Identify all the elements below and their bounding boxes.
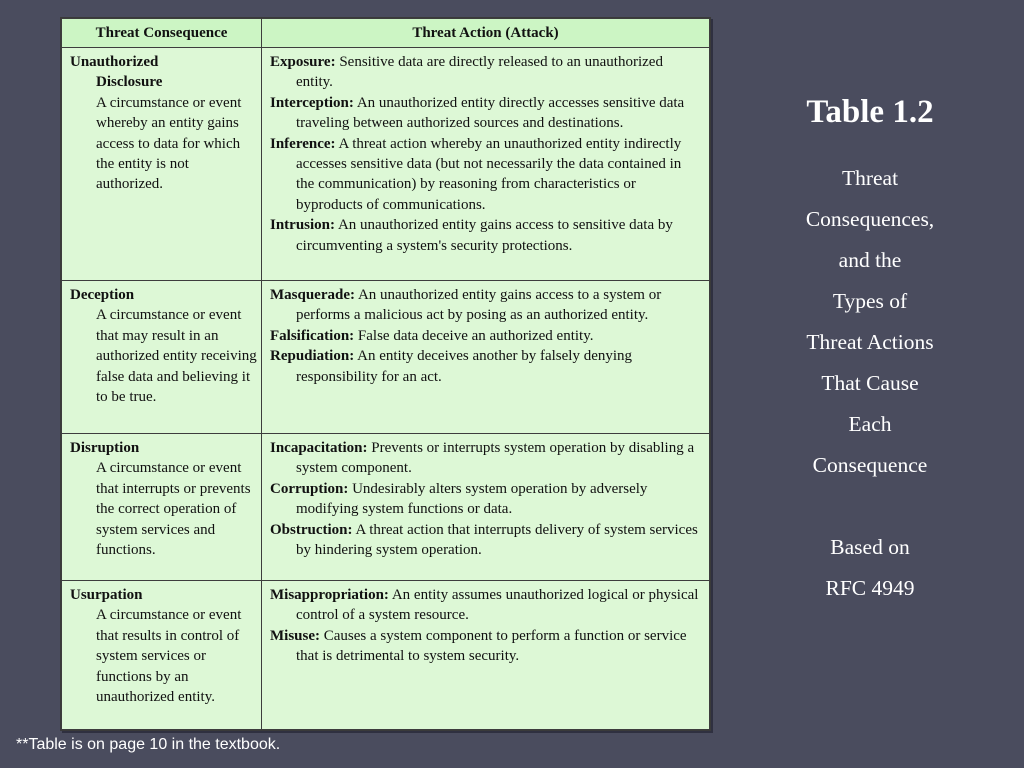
- action-text: An entity deceives another by falsely denying responsibility for an act.: [296, 348, 633, 385]
- actions-cell: [262, 581, 710, 730]
- slide-title: Table 1.2: [806, 94, 934, 130]
- source-line: RFC 4949: [825, 576, 915, 600]
- header-threat-action: Threat Action (Attack): [262, 19, 710, 48]
- action-item: [270, 215, 709, 256]
- consequence-description: A circumstance or event that interrupts or prevents the correct operation of system services and functions.: [96, 460, 251, 559]
- action-text: Prevents or interrupts system operation by disabling a system component.: [296, 440, 695, 477]
- caption-line: Consequences,: [805, 207, 935, 231]
- action-text: An unauthorized entity directly accesses sensitive data traveling between authorized sources and destinations.: [296, 94, 685, 132]
- consequence-description: A circumstance or event that results in control of system services or functions by an unauthorized entity.: [96, 607, 242, 706]
- action-text: A threat action whereby an unauthorized entity indirectly accesses sensitive data (but not necessarily the data contained in the communication) by reasoning from characteristics or byproducts of communications.: [296, 135, 682, 213]
- consequence-cell: [62, 581, 262, 730]
- action-text: False data deceive an authorized entity.: [357, 327, 594, 344]
- action-name: Misappropriation:: [270, 587, 389, 603]
- consequence-description: A circumstance or event whereby an entity gains access to data for which the entity is not authorized.: [96, 94, 242, 193]
- action-item: [270, 285, 709, 326]
- caption-line: That Cause: [821, 371, 919, 395]
- action-item: [270, 93, 709, 134]
- table-header-row: [62, 19, 710, 48]
- action-item: [270, 479, 709, 520]
- consequence-name: Usurpation: [70, 587, 143, 603]
- action-text: A threat action that interrupts delivery of system services by hindering system operation.: [296, 521, 698, 559]
- action-name: Corruption:: [270, 480, 349, 497]
- threat-consequences-table: [61, 18, 710, 730]
- table-row: [62, 281, 710, 434]
- consequence-name: Unauthorized: [70, 54, 159, 70]
- action-item: [270, 585, 709, 626]
- action-name: Repudiation:: [270, 348, 355, 365]
- caption-line: Consequence: [812, 453, 928, 477]
- action-item: [270, 346, 709, 387]
- action-name: Inference:: [270, 135, 336, 152]
- action-text: Causes a system component to perform a function or service that is detrimental to system security.: [296, 627, 687, 665]
- action-text: An entity assumes unauthorized logical or physical control of a system resource.: [296, 587, 699, 624]
- table-row: [62, 581, 710, 730]
- consequence-name: Deception: [70, 287, 135, 303]
- action-item: [270, 52, 709, 93]
- action-item: [270, 326, 709, 346]
- consequence-name-cont: Disclosure: [96, 74, 163, 91]
- consequence-cell: [62, 281, 262, 434]
- consequence-cell: [62, 48, 262, 281]
- consequence-description: A circumstance or event that may result in an authorized entity receiving false data and believing it to be true.: [96, 307, 257, 406]
- slide-caption: [760, 84, 980, 609]
- table-row: [62, 48, 710, 281]
- action-name: Exposure:: [270, 54, 336, 70]
- consequence-cell: [62, 434, 262, 581]
- source-line: Based on: [830, 535, 910, 559]
- action-item: [270, 626, 709, 667]
- action-item: [270, 438, 709, 479]
- threat-table-container: [60, 17, 711, 731]
- action-name: Masquerade:: [270, 287, 355, 303]
- action-item: [270, 520, 709, 561]
- caption-line: Threat Actions: [806, 330, 934, 354]
- action-text: An unauthorized entity gains access to sensitive data by circumventing a system's security protections.: [296, 217, 673, 254]
- action-name: Intrusion:: [270, 217, 336, 234]
- action-name: Interception:: [270, 94, 354, 111]
- table-row: [62, 434, 710, 581]
- caption-line: Types of: [832, 289, 908, 313]
- action-name: Incapacitation:: [270, 440, 368, 456]
- action-item: [270, 134, 709, 216]
- actions-cell: [262, 434, 710, 581]
- action-text: Sensitive data are directly released to an unauthorized entity.: [296, 54, 663, 91]
- action-name: Misuse:: [270, 627, 320, 644]
- actions-cell: [262, 281, 710, 434]
- caption-line: and the: [838, 248, 902, 272]
- action-text: An unauthorized entity gains access to a system or performs a malicious act by posing as an authorized entity.: [296, 287, 662, 324]
- caption-line: Threat: [841, 166, 899, 190]
- action-name: Falsification:: [270, 327, 355, 344]
- consequence-name: Disruption: [70, 440, 140, 456]
- action-text: Undesirably alters system operation by adversely modifying system functions or data.: [296, 480, 648, 518]
- footnote: **Table is on page 10 in the textbook.: [16, 736, 281, 753]
- caption-line: Each: [848, 412, 892, 436]
- actions-cell: [262, 48, 710, 281]
- header-threat-consequence: Threat Consequence: [62, 19, 262, 48]
- action-name: Obstruction:: [270, 521, 353, 538]
